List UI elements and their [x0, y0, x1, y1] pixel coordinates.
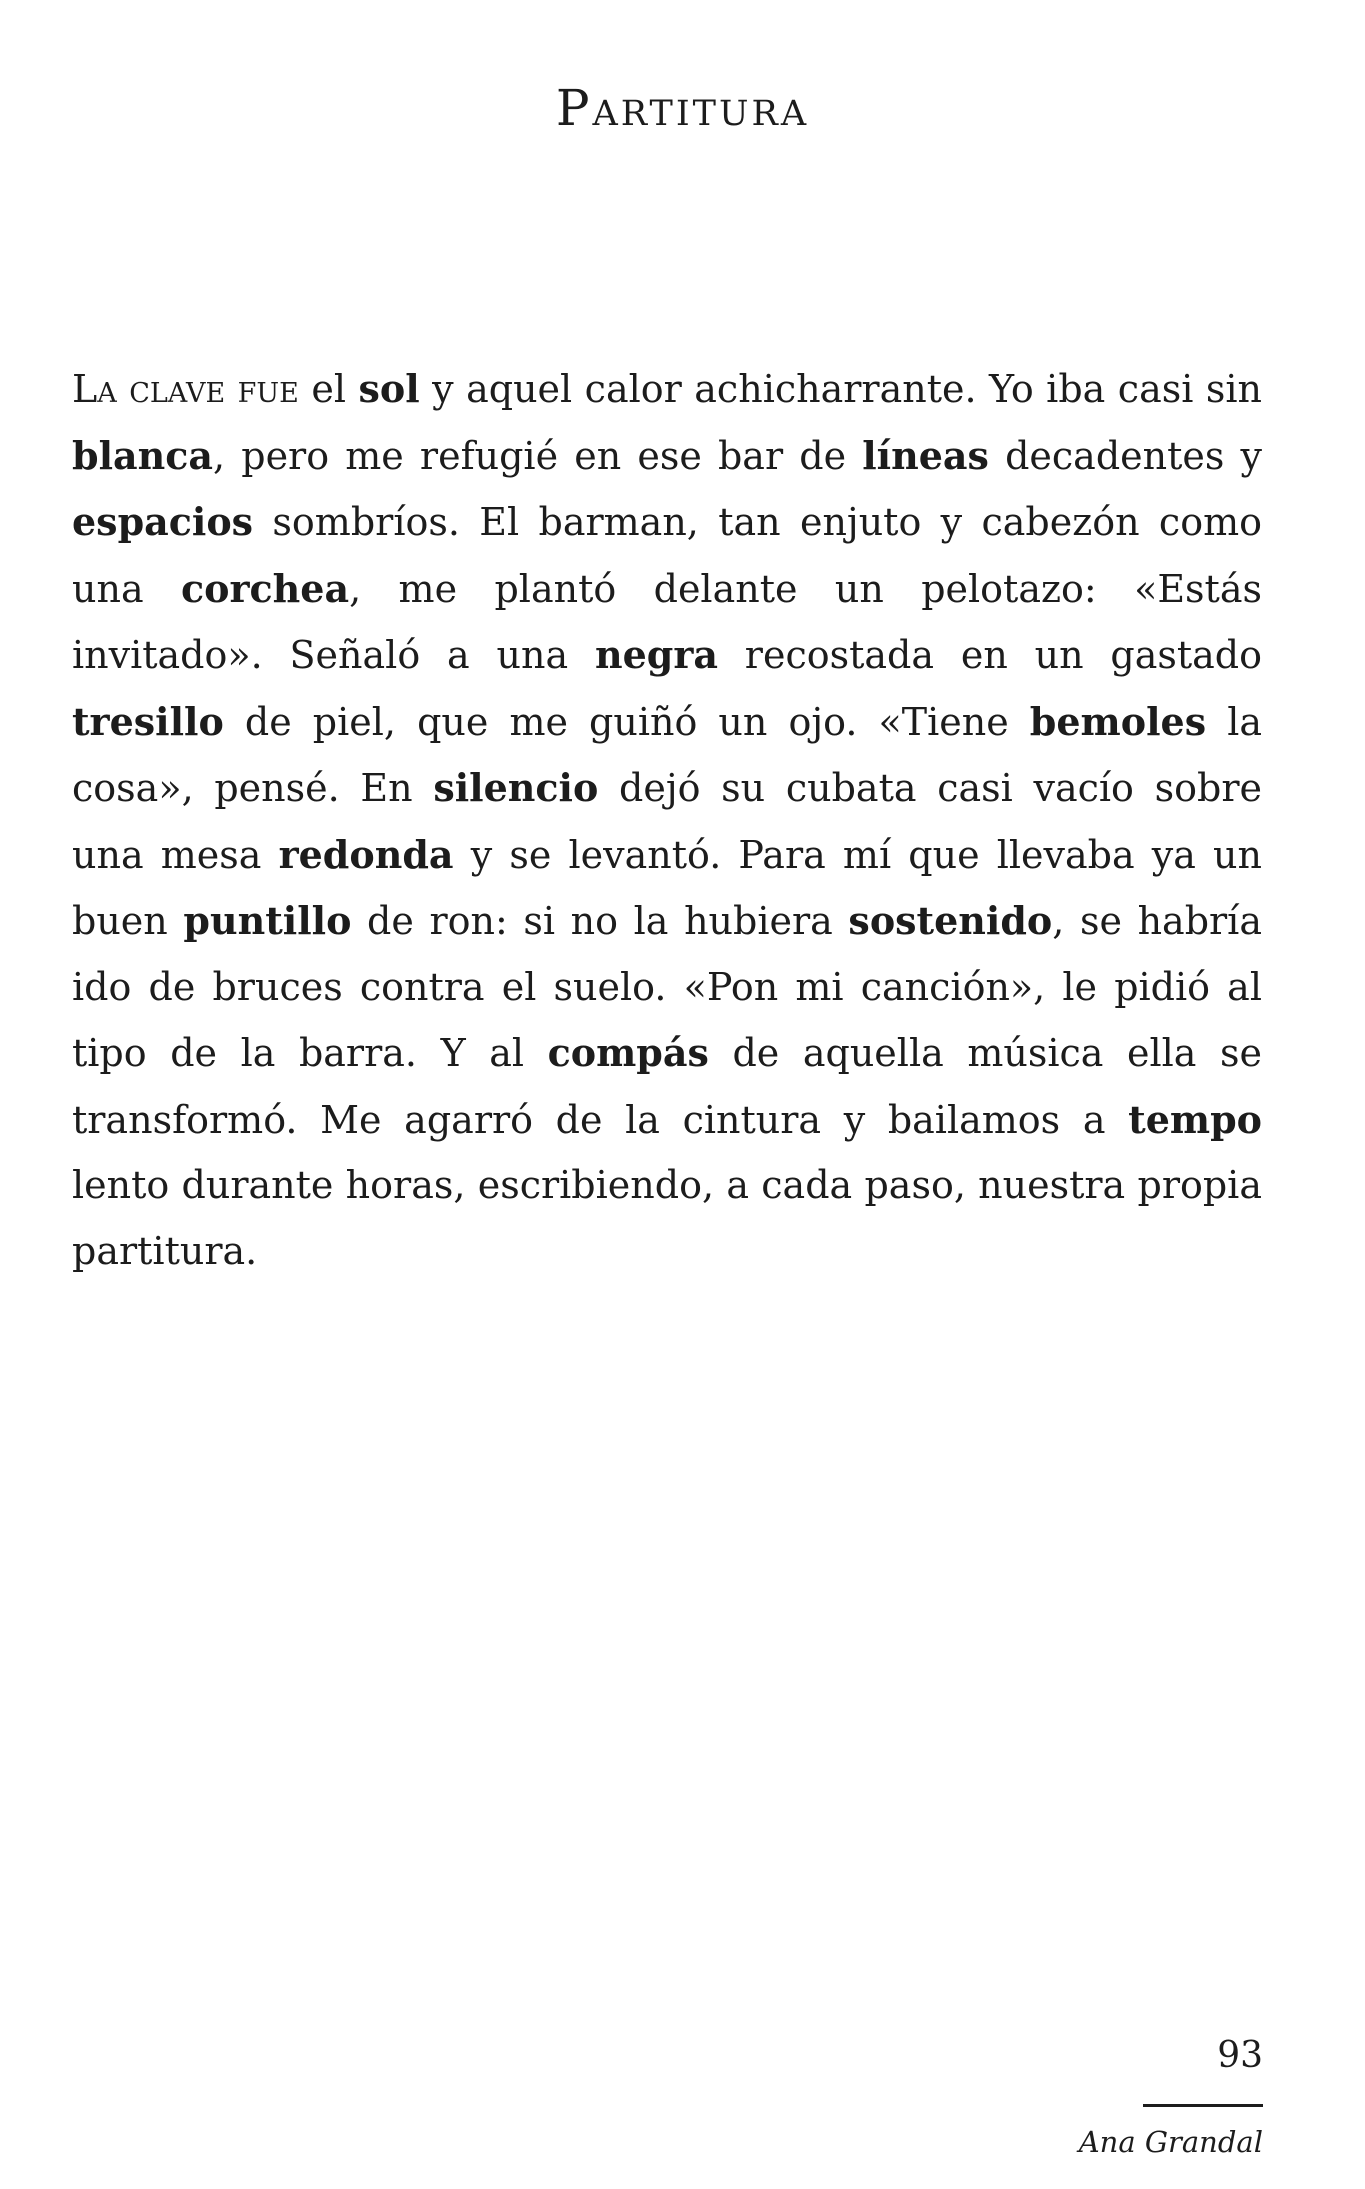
text-run: y aquel calor achicharrante. Yo iba casi sin: [419, 367, 1262, 411]
story-paragraph: [72, 356, 1262, 1284]
text-run: lento durante horas, escribiendo, a cada paso, nuestra propia partitura.: [72, 1163, 1262, 1273]
music-term: espacios: [72, 499, 254, 544]
text-run: decadentes y: [988, 433, 1262, 478]
lead-in: La clave fue: [72, 367, 299, 411]
music-term: corchea: [181, 565, 350, 611]
music-term: tresillo: [72, 698, 224, 744]
text-run: y se levantó. Para mí que llevaba ya un buen: [72, 832, 1262, 943]
text-run: recostada en un gastado: [717, 633, 1262, 677]
music-term: negra: [594, 632, 718, 677]
text-run: dejó su cubata casi vacío sobre una mesa: [72, 766, 1262, 877]
text-run: de aquella música ella se transformó. Me agarró de la cintura y bailamos a: [72, 1031, 1262, 1142]
text-run: de ron: si no la hubiera: [351, 899, 849, 943]
music-term: tempo: [1128, 1096, 1262, 1142]
text-run: de piel, que me guiñó un ojo. «Tiene: [223, 699, 1030, 744]
page-title: Partitura: [555, 79, 810, 137]
text-run: , pero me refugié en ese bar de: [213, 433, 863, 478]
music-term: silencio: [433, 765, 599, 810]
page-number: 93: [1217, 2035, 1263, 2076]
music-term: puntillo: [183, 898, 352, 943]
music-term: blanca: [72, 432, 214, 478]
text-run: sombríos. El barman, tan enjuto y cabezón como una: [72, 500, 1262, 611]
footer-divider: [1143, 2104, 1263, 2107]
music-term: compás: [547, 1030, 709, 1075]
music-term: redonda: [278, 831, 454, 877]
author-name: Ana Grandal: [1078, 2125, 1263, 2159]
music-term: líneas: [862, 432, 989, 478]
music-term: sol: [358, 366, 420, 411]
music-term: sostenido: [848, 898, 1053, 943]
text-run: , me plantó delante un pelotazo: «Estás invitado». Señaló a una: [72, 566, 1262, 677]
text-run: el: [298, 367, 359, 411]
text-run: , se habría ido de bruces contra el suelo. «Pon mi canción», le pidió al tipo de la barra. Y al: [72, 899, 1262, 1075]
text-run: la cosa», pensé. En: [72, 699, 1263, 810]
music-term: bemoles: [1029, 698, 1207, 744]
